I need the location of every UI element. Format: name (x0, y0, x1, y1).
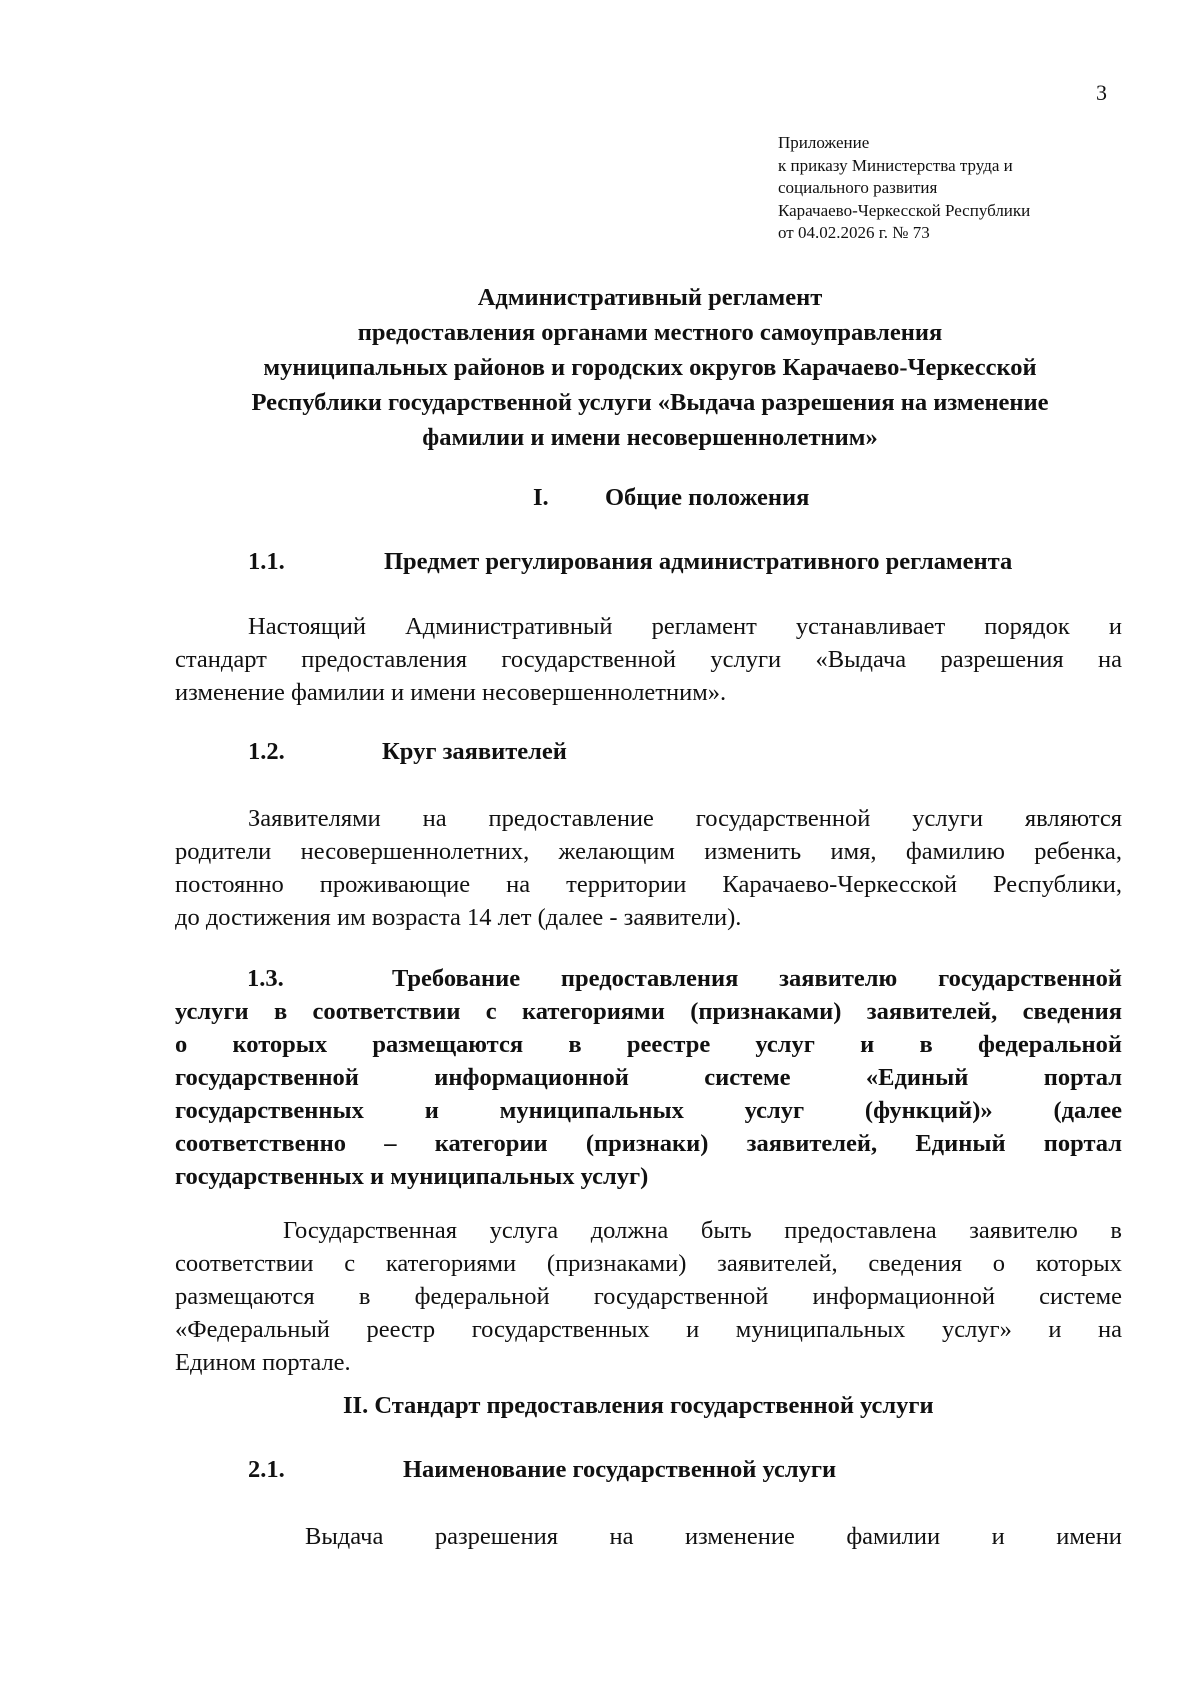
section-number: I. (533, 484, 549, 511)
subsection-1-3-heading (175, 962, 1122, 1193)
paragraph-word: имени (1056, 1523, 1122, 1550)
appendix-line: Приложение (778, 133, 870, 152)
paragraph-line: Едином портале. (175, 1349, 351, 1376)
subsection-title: Предмет регулирования административного регламента (384, 548, 1013, 575)
paragraph-line: родители несовершеннолетних, желающим изменить имя, фамилию ребенка, (175, 838, 1122, 865)
paragraph-word: разрешения (434, 1523, 558, 1550)
subsection-title: Наименование государственной услуги (403, 1456, 837, 1483)
heading-line: соответственно – категории (признаки) заявителей, Единый портал (175, 1130, 1122, 1157)
heading-line: государственной информационной системе «Единый портал (175, 1064, 1122, 1091)
title-line: фамилии и имени несовершеннолетним» (422, 424, 878, 451)
paragraph-1-2 (175, 802, 1122, 934)
title-line: муниципальных районов и городских округов Карачаево-Черкесской (263, 354, 1037, 381)
paragraph-line: до достижения им возраста 14 лет (далее - заявители). (175, 904, 742, 931)
heading-line: государственных и муниципальных услуг) (175, 1163, 649, 1190)
paragraph-1-3 (175, 1214, 1122, 1379)
subsection-title: Требование предоставления заявителю государственной (392, 965, 1122, 992)
paragraph-line: «Федеральный реестр государственных и муниципальных услуг» и на (175, 1316, 1122, 1343)
paragraph-line: стандарт предоставления государственной услуги «Выдача разрешения на (175, 646, 1122, 673)
appendix-line: от 04.02.2026 г. № 73 (778, 223, 930, 242)
appendix-line: к приказу Министерства труда и (778, 155, 1013, 175)
paragraph-word: и (991, 1523, 1005, 1550)
section-title: II. Стандарт предоставления государственной услуги (343, 1392, 934, 1419)
paragraph-word: на (609, 1523, 634, 1550)
section-title: Общие положения (605, 484, 810, 511)
paragraph-2-1 (305, 1520, 1122, 1553)
subsection-title: Круг заявителей (382, 738, 567, 765)
paragraph-line: соответствии с категориями (признаками) заявителей, сведения о которых (175, 1250, 1122, 1277)
subsection-number: 1.2. (248, 738, 285, 765)
subsection-number: 2.1. (248, 1456, 285, 1483)
paragraph-line: изменение фамилии и имени несовершеннолетним». (175, 679, 727, 706)
heading-line: о которых размещаются в реестре услуг и в федеральной (175, 1031, 1122, 1058)
appendix-line: социального развития (778, 178, 938, 197)
paragraph-line: постоянно проживающие на территории Карачаево-Черкесской Республики, (175, 871, 1122, 898)
subsection-number: 1.1. (248, 548, 285, 575)
subsection-number: 1.3. (247, 965, 284, 992)
page-number: 3 (1096, 80, 1107, 105)
paragraph-word: Выдача (305, 1523, 384, 1550)
paragraph-word: изменение (684, 1523, 795, 1550)
paragraph-line: Настоящий Административный регламент устанавливает порядок и (248, 613, 1122, 640)
paragraph-1-1 (175, 610, 1122, 709)
title-line: Административный регламент (477, 284, 823, 311)
appendix-block (778, 132, 1098, 245)
subsection-1-3-first-line (175, 962, 1122, 995)
paragraph-word: фамилии (846, 1523, 941, 1550)
paragraph-line: размещаются в федеральной государственной информационной системе (175, 1283, 1122, 1310)
document-title (180, 280, 1120, 455)
heading-line: государственных и муниципальных услуг (функций)» (далее (175, 1097, 1122, 1124)
paragraph-line: Государственная услуга должна быть предоставлена заявителю в (283, 1217, 1122, 1244)
paragraph-line: Заявителями на предоставление государственной услуги являются (248, 805, 1122, 832)
title-line: предоставления органами местного самоуправления (357, 319, 943, 346)
heading-line: услуги в соответствии с категориями (признаками) заявителей, сведения (175, 998, 1122, 1025)
section-2-heading (343, 1390, 934, 1422)
title-line: Республики государственной услуги «Выдача разрешения на изменение (251, 389, 1049, 416)
appendix-line: Карачаево-Черкесской Республики (778, 200, 1031, 220)
